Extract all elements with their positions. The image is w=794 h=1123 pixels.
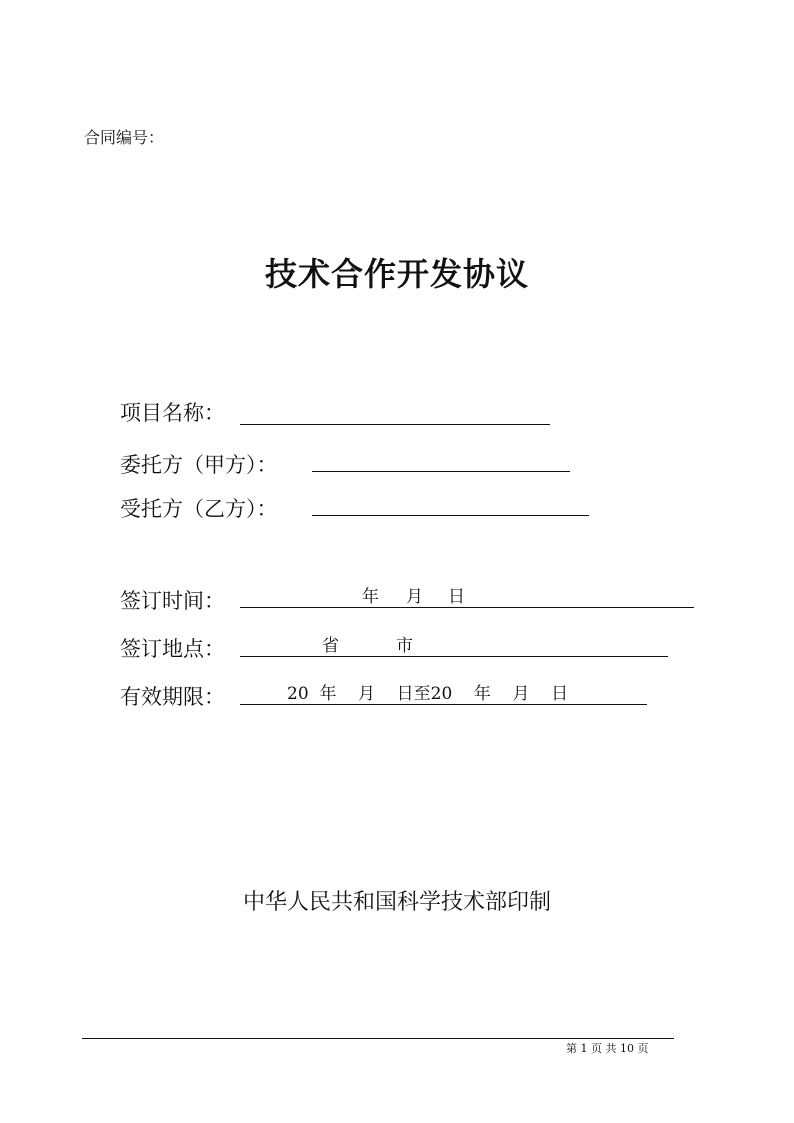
- party-a-label: 委托方（甲方）：: [120, 453, 278, 477]
- sign-place-city: 市: [396, 636, 413, 656]
- sign-place-province: 省: [322, 636, 339, 656]
- project-name-field: [120, 396, 225, 426]
- sign-date-day: 日: [448, 587, 465, 607]
- party-a-line[interactable]: [312, 471, 570, 472]
- party-b-field: [120, 492, 278, 522]
- contract-number-label: 合同编号：: [84, 128, 165, 147]
- sign-place-label: 签订地点：: [120, 637, 225, 661]
- sign-date-month: 月: [406, 587, 423, 607]
- document-title: 技术合作开发协议: [264, 255, 529, 293]
- validity-line[interactable]: [240, 704, 647, 705]
- sign-date-label: 签订时间：: [120, 589, 225, 613]
- sign-date-year: 年: [362, 587, 379, 607]
- project-name-line[interactable]: [240, 424, 550, 425]
- validity-label: 有效期限：: [120, 685, 225, 709]
- party-b-line[interactable]: [312, 515, 589, 516]
- validity-field: [120, 680, 225, 710]
- footer-rule: [82, 1038, 674, 1039]
- sign-date-line[interactable]: [240, 607, 694, 608]
- project-name-label: 项目名称：: [120, 401, 225, 425]
- page-number: 第 1 页 共 10 页: [566, 1042, 649, 1055]
- printer-statement: 中华人民共和国科学技术部印制: [242, 890, 551, 915]
- sign-date-field: [120, 584, 225, 614]
- party-b-label: 受托方（乙方）：: [120, 497, 278, 521]
- sign-place-field: [120, 632, 225, 662]
- party-a-field: [120, 448, 278, 478]
- validity-text: 20 年 月 日至20 年 月 日: [287, 684, 569, 704]
- sign-place-line[interactable]: [240, 656, 668, 657]
